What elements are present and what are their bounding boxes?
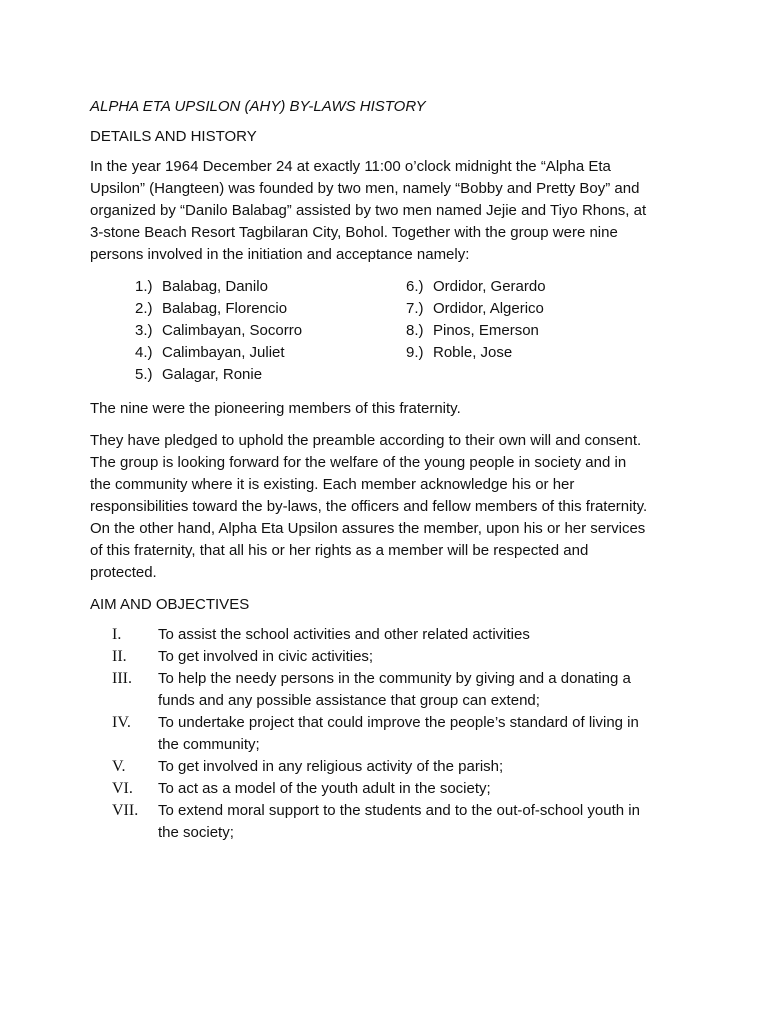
pledge-paragraph: They have pledged to uphold the preamble according to their own will and consent. The group is looking forward for the welfare of the young people in society and in the community where it is existing. Each member acknowledge his or her responsibilities toward the by-laws, the officers and fellow members of this fraternity. On the other hand, Alpha Eta Upsilon assures the member, upon his or her services of this fraternity, that all his or her rights as a member will be respected and protected. — [90, 432, 648, 581]
member-name: Balabag, Danilo — [162, 278, 268, 295]
intro-paragraph: In the year 1964 December 24 at exactly 11:00 o’clock midnight the “Alpha Eta Upsilon” (Hangteen) was founded by two men, namely “Bobby and Pretty Boy” and organized by “Danilo Balabag” assisted by two men named Jejie and Tiyo Rhons, at 3-stone Beach Resort Tagbilaran City, Bohol. Together with the group were nine persons involved in the initiation and acceptance namely: — [90, 158, 647, 263]
document-title: ALPHA ETA UPSILON (AHY) BY-LAWS HISTORY — [90, 98, 426, 115]
member-number: 7.) — [406, 300, 424, 317]
objective-numeral: II. — [112, 648, 127, 665]
member-name: Pinos, Emerson — [433, 322, 539, 339]
document-page — [90, 96, 650, 844]
objective-numeral: I. — [112, 626, 122, 643]
member-number: 2.) — [135, 300, 153, 317]
member-column-right — [406, 276, 546, 364]
member-number: 8.) — [406, 322, 424, 339]
member-item — [135, 298, 302, 320]
objective-numeral: III. — [112, 670, 132, 687]
member-number: 1.) — [135, 278, 153, 295]
objective-text: To get involved in any religious activity of the parish; — [158, 758, 504, 775]
member-name: Calimbayan, Juliet — [162, 344, 285, 361]
objective-numeral: VII. — [112, 802, 139, 819]
member-name: Ordidor, Gerardo — [433, 278, 546, 295]
member-list — [90, 276, 650, 386]
objective-item — [90, 800, 650, 844]
details-heading: DETAILS AND HISTORY — [90, 128, 257, 145]
member-column-left — [135, 276, 302, 386]
objective-text: To assist the school activities and other related activities — [158, 626, 530, 643]
objective-item — [90, 668, 650, 712]
member-item — [406, 342, 546, 364]
objective-text: To get involved in civic activities; — [158, 648, 374, 665]
member-name: Galagar, Ronie — [162, 366, 263, 383]
objective-text: To act as a model of the youth adult in the society; — [158, 780, 491, 797]
member-item — [135, 276, 302, 298]
objective-item — [90, 712, 650, 756]
objective-item — [90, 646, 650, 668]
aims-heading: AIM AND OBJECTIVES — [90, 596, 250, 613]
objective-item — [90, 778, 650, 800]
member-number: 4.) — [135, 344, 153, 361]
member-item — [135, 320, 302, 342]
member-number: 5.) — [135, 366, 153, 383]
objective-text: To undertake project that could improve the people’s standard of living in the community; — [158, 714, 639, 753]
objective-text: To extend moral support to the students and to the out-of-school youth in the society; — [158, 802, 640, 841]
member-item — [406, 276, 546, 298]
member-name: Calimbayan, Socorro — [162, 322, 303, 339]
objectives-list — [90, 624, 650, 844]
member-item — [406, 298, 546, 320]
member-number: 3.) — [135, 322, 153, 339]
member-item — [135, 364, 302, 386]
objective-numeral: IV. — [112, 714, 131, 731]
objective-numeral: V. — [112, 758, 126, 775]
objective-item — [90, 756, 650, 778]
member-number: 6.) — [406, 278, 424, 295]
member-number: 9.) — [406, 344, 424, 361]
member-item — [135, 342, 302, 364]
objective-text: To help the needy persons in the community by giving and a donating a funds and any possible assistance that group can extend; — [158, 670, 631, 709]
member-item — [406, 320, 546, 342]
member-name: Balabag, Florencio — [162, 300, 288, 317]
objective-item — [90, 624, 650, 646]
member-name: Roble, Jose — [433, 344, 513, 361]
pioneer-paragraph: The nine were the pioneering members of this fraternity. — [90, 400, 461, 417]
member-name: Ordidor, Algerico — [433, 300, 544, 317]
objective-numeral: VI. — [112, 780, 133, 797]
